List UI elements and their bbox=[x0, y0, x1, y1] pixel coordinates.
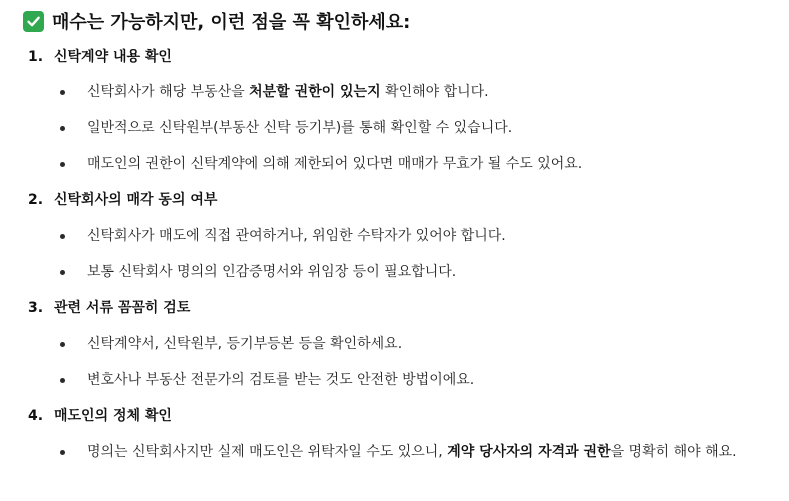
list-item: 매도인의 권한이 신탁계약에 의해 제한되어 있다면 매매가 무효가 될 수도 있어요. bbox=[60, 152, 780, 177]
list-item: 변호사나 부동산 전문가의 검토를 받는 것도 안전한 방법이에요. bbox=[60, 368, 780, 393]
bullet-dot bbox=[60, 234, 65, 239]
list-item: 보통 신탁회사 명의의 인감증명서와 위임장 등이 필요합니다. bbox=[60, 260, 780, 285]
section-title-1: 1. 신탁계약 내용 확인 bbox=[28, 49, 172, 65]
list-item: 신탁회사가 매도에 직접 관여하거나, 위임한 수탁자가 있어야 합니다. bbox=[60, 224, 780, 249]
bullet-dot bbox=[60, 450, 65, 455]
list-item: 일반적으로 신탁원부(부동산 신탁 등기부)를 통해 확인할 수 있습니다. bbox=[60, 116, 780, 141]
bullet-dot bbox=[60, 270, 65, 275]
section-title-2: 2. 신탁회사의 매각 동의 여부 bbox=[28, 192, 218, 208]
check-mark-icon bbox=[23, 11, 44, 32]
section-heading bbox=[23, 8, 410, 34]
heading-text: 매수는 가능하지만, 이런 점을 꼭 확인하세요: bbox=[52, 12, 411, 33]
bullet-dot bbox=[60, 90, 65, 95]
list-item: 신탁회사가 해당 부동산을 처분할 권한이 있는지 확인해야 합니다. bbox=[60, 80, 780, 105]
bullet-dot bbox=[60, 378, 65, 383]
bullet-dot bbox=[60, 162, 65, 167]
bullet-dot bbox=[60, 342, 65, 347]
list-item: 명의는 신탁회사지만 실제 매도인은 위탁자일 수도 있으니, 계약 당사자의 자격과 권한을 명확히 해야 해요. bbox=[60, 440, 780, 465]
section-title-3: 3. 관련 서류 꼼꼼히 검토 bbox=[28, 300, 191, 316]
section-title-4: 4. 매도인의 정체 확인 bbox=[28, 408, 172, 424]
bullet-dot bbox=[60, 126, 65, 131]
list-item: 신탁계약서, 신탁원부, 등기부등본 등을 확인하세요. bbox=[60, 332, 780, 357]
